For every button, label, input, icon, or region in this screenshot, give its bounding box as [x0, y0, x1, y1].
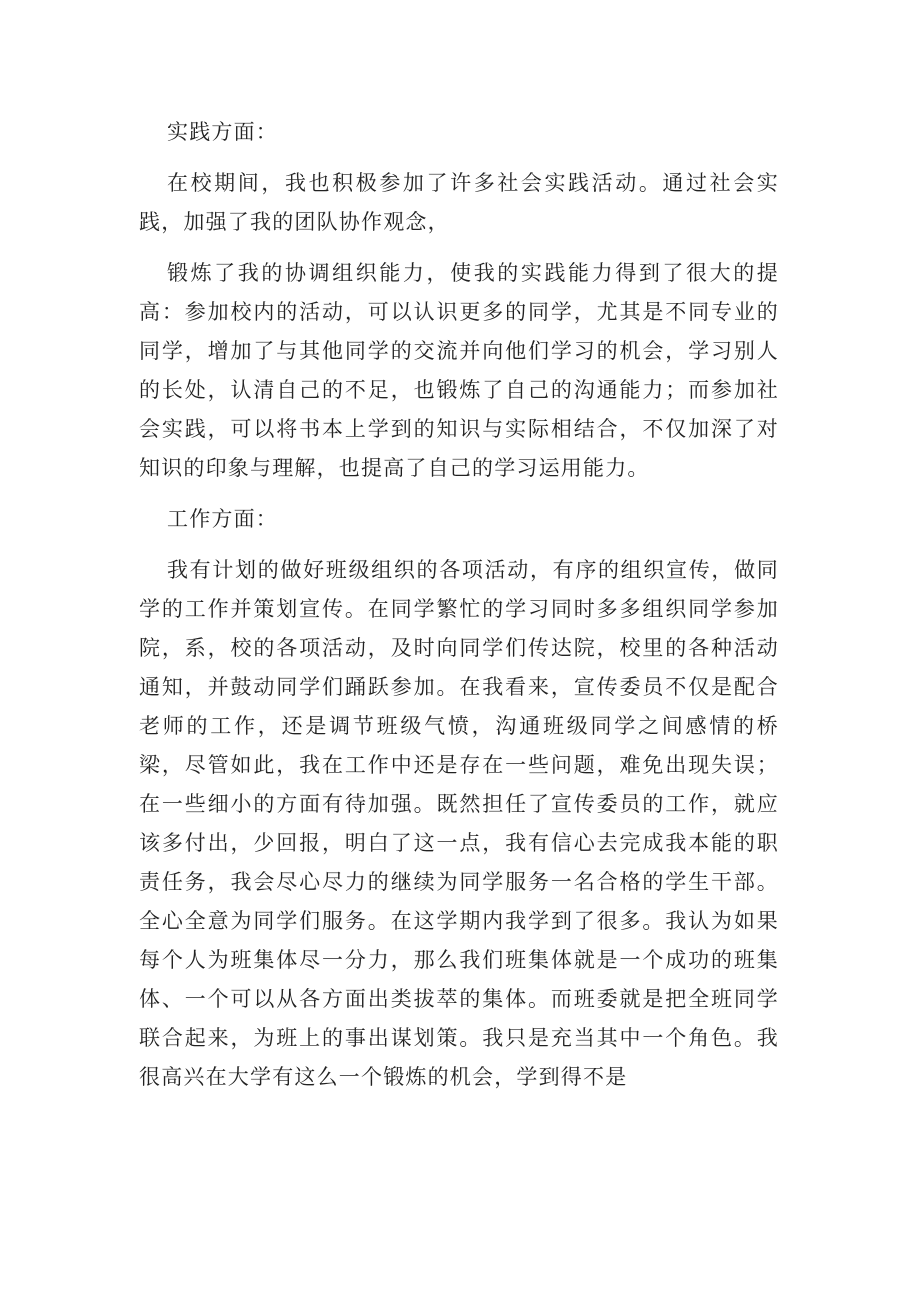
paragraph: 在校期间，我也积极参加了许多社会实践活动。通过社会实践，加强了我的团队协作观念，: [139, 171, 779, 234]
paragraph: 我有计划的做好班级组织的各项活动，有序的组织宣传，做同学的工作并策划宣传。在同学繁忙的学习同时多多组织同学参加院，系，校的各项活动，及时向同学们传达院，校里的各种活动通知，并鼓动同学们踊跃参加。在我看来，宣传委员不仅是配合老师的工作，还是调节班级气愤，沟通班级同学之间感情的桥梁，尽管如此，我在工作中还是存在一些问题，难免出现失误；在一些细小的方面有待加强。既然担任了宣传委员的工作，就应该多付出，少回报，明白了这一点，我有信心去完成我本能的职责任务，我会尽心尽力的继续为同学服务一名合格的学生干部。全心全意为同学们服务。在这学期内我学到了很多。我认为如果每个人为班集体尽一分力，那么我们班集体就是一个成功的班集体、一个可以从各方面出类拔萃的集体。而班委就是把全班同学联合起来，为班上的事出谋划策。我只是充当其中一个角色。我很高兴在大学有这么一个锻炼的机会，学到得不是: [139, 558, 779, 1089]
section-heading-work: 工作方面：: [167, 507, 278, 531]
paragraph: 锻炼了我的协调组织能力，使我的实践能力得到了很大的提高：参加校内的活动，可以认识更多的同学，尤其是不同专业的同学，增加了与其他同学的交流并向他们学习的机会，学习别人的长处，认清自己的不足，也锻炼了自己的沟通能力；而参加社会实践，可以将书本上学到的知识与实际相结合，不仅加深了对知识的印象与理解，也提高了自己的学习运用能力。: [139, 261, 779, 480]
document-body: [139, 113, 779, 1109]
section-heading-practice: 实践方面：: [167, 120, 278, 144]
